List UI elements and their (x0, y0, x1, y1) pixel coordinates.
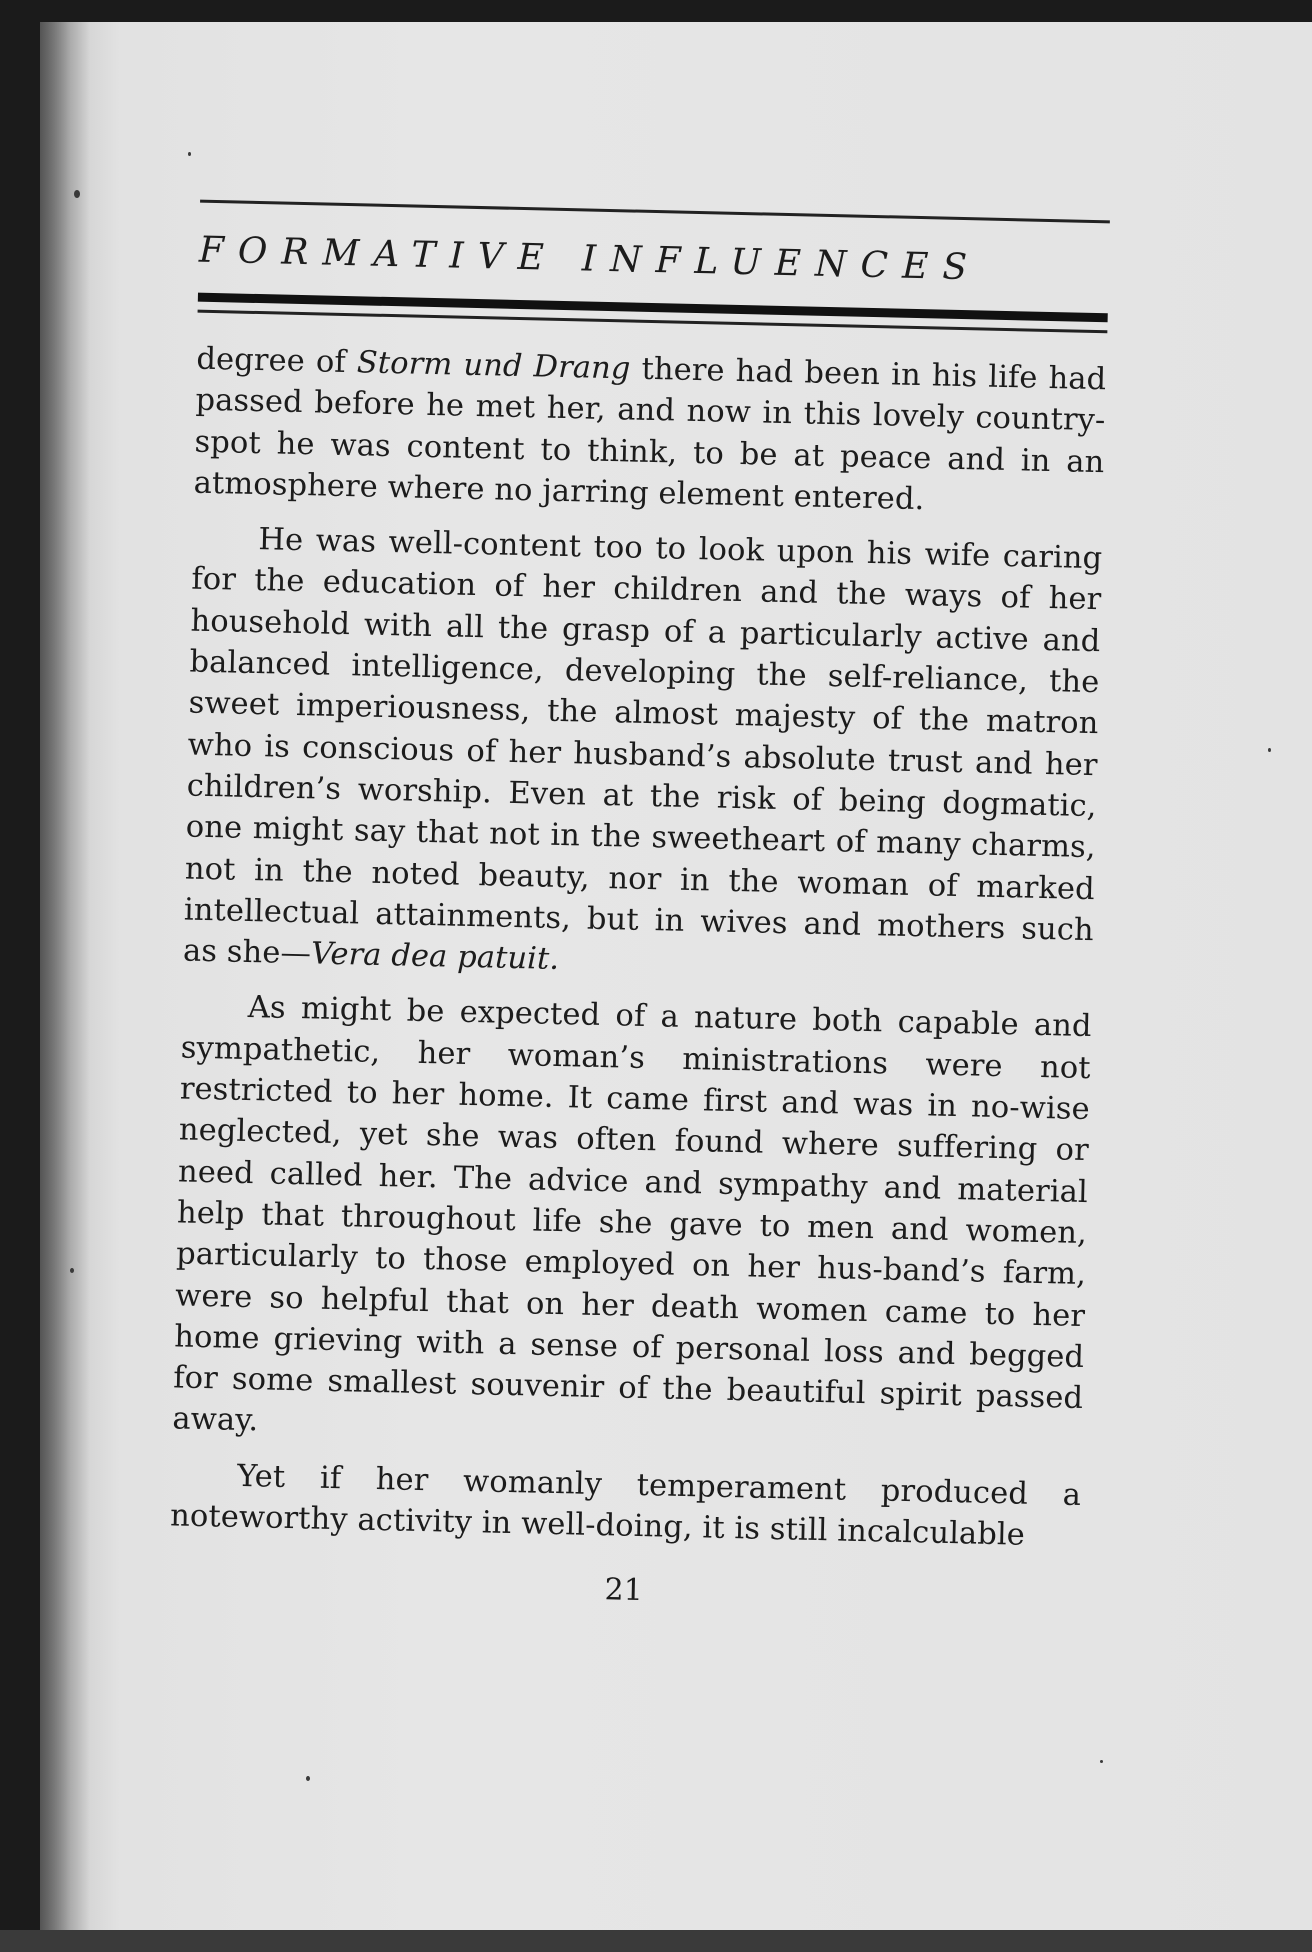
text-run: As might be expected of a nature both capable and sympathetic, her woman’s ministrations were not restricted to her home. It came first and was in no-wise neglected, yet she was often found where suffering or need called her. The advice and sympathy and material help that throughout life she gave to men and women, particularly to those employed on her hus-band’s farm, were so helpful that on her death women came to her home grieving with a sense of personal loss and begged for some smallest souvenir of the beautiful spirit passed away. (172, 990, 1092, 1439)
dust-speck (70, 1268, 74, 1273)
header-thick-rule (198, 293, 1108, 323)
italic-phrase: Storm und Drang (356, 345, 631, 387)
text-run: Yet if her womanly temperament produced a noteworthy activity in well-doing, it is still incalculable (169, 1458, 1082, 1553)
italic-phrase: Vera dea patuit. (310, 936, 560, 978)
page-number: 21 (604, 1572, 644, 1609)
paragraph (193, 339, 1107, 525)
running-head-word-2: INFLUENCES (581, 238, 982, 289)
running-head-word-1: FORMATIVE (198, 229, 559, 279)
paragraph (170, 1454, 1082, 1557)
text-run: degree of (196, 341, 358, 381)
dust-speck (188, 152, 191, 156)
dust-speck (74, 190, 80, 198)
dust-speck (306, 1776, 310, 1781)
paragraph (183, 518, 1103, 993)
gutter-shadow (40, 22, 90, 1930)
dust-speck (1100, 1760, 1103, 1763)
page-content (168, 200, 1109, 1619)
text-run: He was well-content too to look upon his wife caring for the education of her children and the ways of her household with all the grasp of a particularly active and balanced intelligence, developing the self-reliance, the sweet imperiousness, the almost majesty of the matron who is conscious of her husband’s absolute trust and her children’s worship. Even at the risk of being dogmatic, one might say that not in the sweetheart of many charms, not in the noted beauty, nor in the woman of marked intellectual attainments, but in wives and mothers such as she— (182, 522, 1103, 972)
dust-speck (1268, 748, 1271, 752)
page-bottom-edge (0, 1930, 1312, 1952)
body-text (170, 339, 1107, 1558)
paragraph (172, 986, 1092, 1461)
text-run: there had been in his life had passed before he met her, and now in this lovely country-spot he was content to think, to be at peace and in an atmosphere where no jarring element entered. (193, 351, 1107, 518)
running-head (198, 229, 1109, 294)
